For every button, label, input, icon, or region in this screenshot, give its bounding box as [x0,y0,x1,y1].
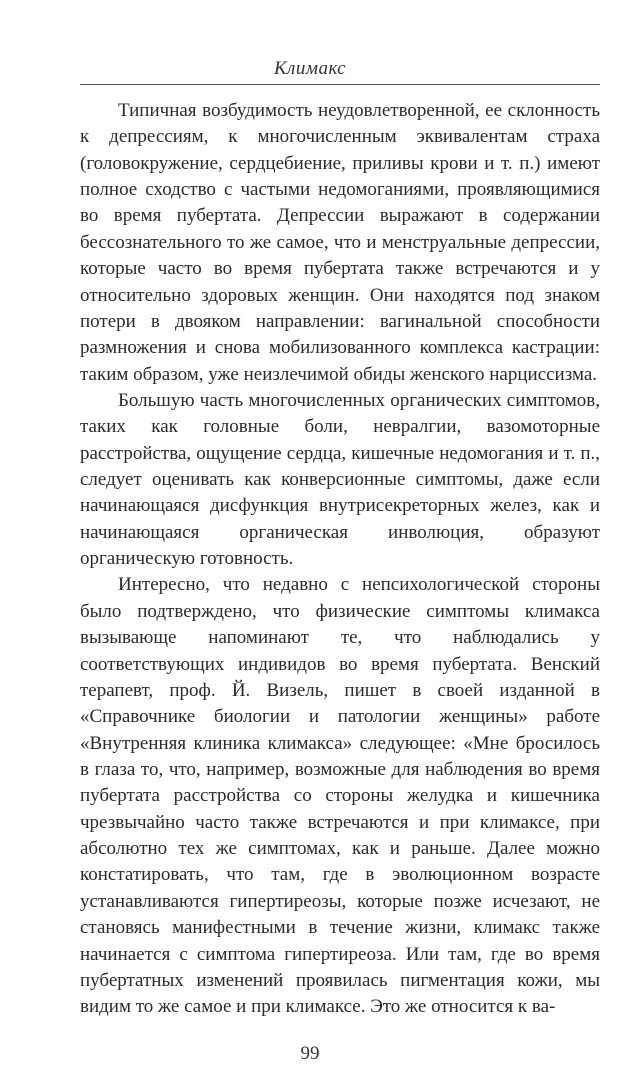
header-rule [80,84,600,85]
paragraph-3: Интересно, что недавно с непсихологической стороны было подтверждено, что физические симптомы климакса вызывающе напоминают те, что наблюдались у соответствующих индивидов во время пубертата. Венский терапевт, проф. Й. Визель, пишет в своей изданной в «Справочнике биологии и патологии женщины» работе «Внутренняя клиника климакса» следующее: «Мне бросилось в глаза то, что, например, возможные для наблюдения во время пубертата расстройства со стороны желудка и кишечника чрезвычайно часто также встречаются и при климаксе, при абсолютно тех же симптомах, как и раньше. Далее можно констатировать, что там, где в эволюционном возрасте устанавливаются гипертиреозы, которые позже исчезают, не становясь манифестными в течение жизни, климакс также начинается с симптома гипертиреоза. Или там, где во время пубертатных изменений проявилась пигментация кожи, мы видим то же самое и при климаксе. Это же относится к ва- [80,574,600,1018]
page-number: 99 [300,1043,320,1064]
paragraph-2: Большую часть многочисленных органических симптомов, таких как головные боли, невралгии, вазомоторные расстройства, ощущение сердца, кишечные недомогания и т. п., следует оценивать как конверсионные симптомы, даже если начинающаяся дисфункция внутрисекреторных желез, как и начинающаяся органическая инволюция, образуют органическую готовность. [80,389,600,570]
body-text [80,98,600,1021]
paragraph-1: Типичная возбудимость неудовлетворенной, ее склонность к депрессиям, к многочисленным эквивалентам страха (головокружение, сердцебиение, приливы крови и т. п.) имеют полное сходство с частыми недомоганиями, проявляющимися во время пубертата. Депрессии выражают в содержании бессознательного то же самое, что и менструальные депрессии, которые часто во время пубертата также встречаются и у относительно здоровых женщин. Они находятся под знаком потери в двояком направлении: вагинальной способности размножения и снова мобилизованного комплекса кастрации: таким образом, уже неизлечимой обиды женского нарциссизма. [80,100,600,385]
running-head: Климакс [273,58,347,79]
